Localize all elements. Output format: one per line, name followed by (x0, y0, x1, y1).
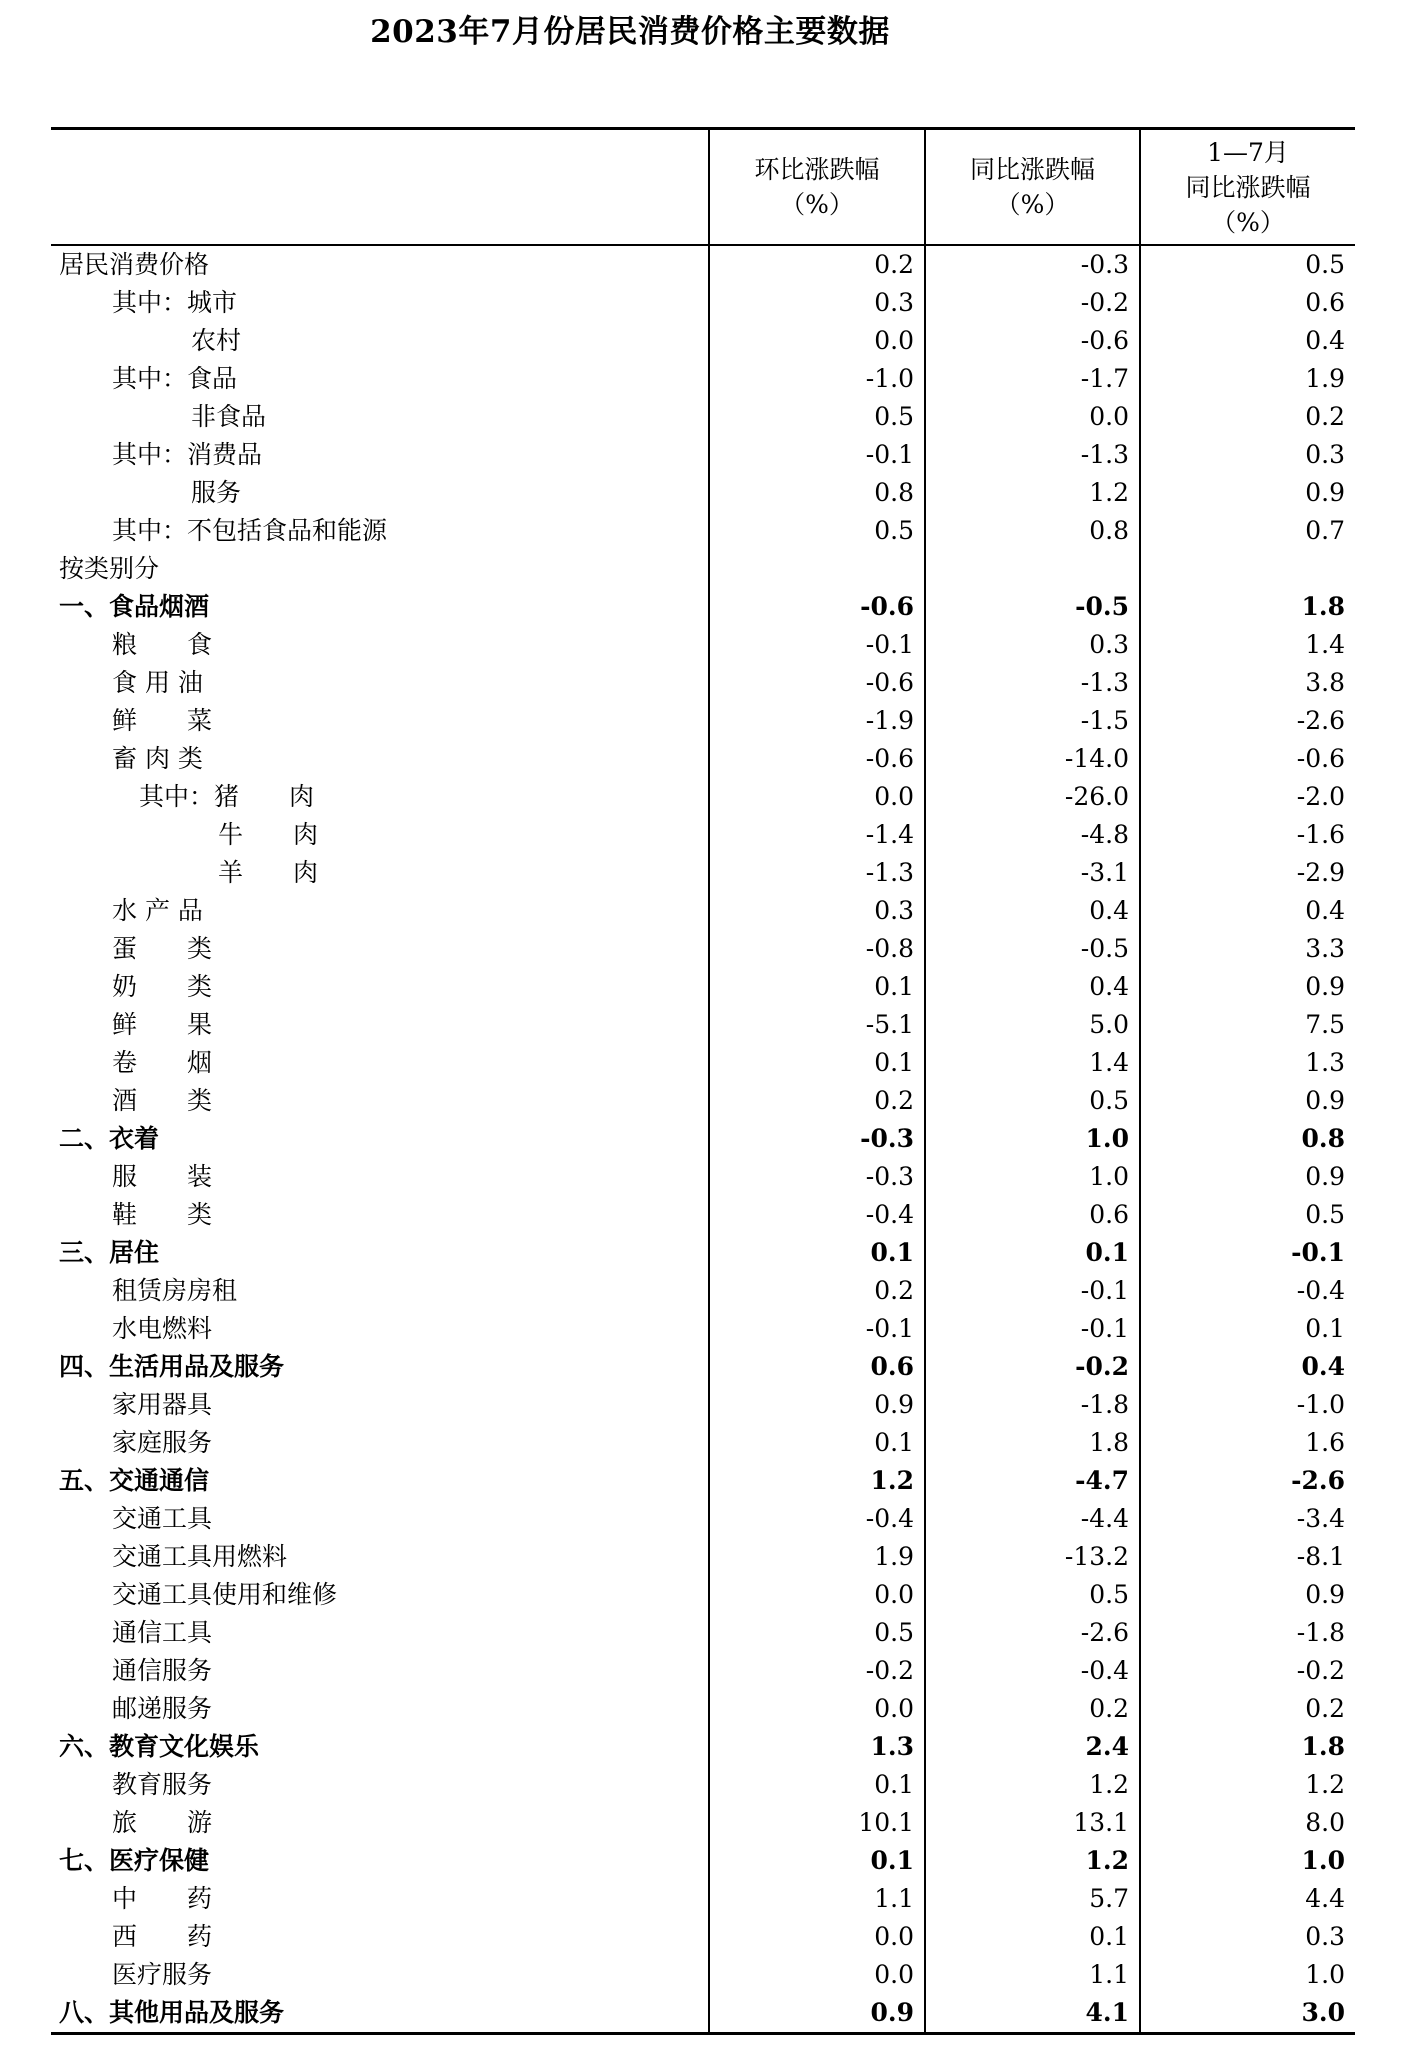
mom-change-value: -1.9 (709, 702, 925, 740)
ytd-yoy-change-value: 1.0 (1140, 1956, 1355, 1994)
mom-change-value: 0.1 (709, 1766, 925, 1804)
row-label (51, 854, 709, 892)
row-label-text: 酒 类 (112, 1086, 213, 1115)
row-label-text: 八、其他用品及服务 (59, 1998, 285, 2027)
mom-change-value: -0.2 (709, 1652, 925, 1690)
ytd-yoy-change-value: 0.4 (1140, 322, 1355, 360)
mom-change-value (709, 550, 925, 588)
ytd-yoy-change-value: -8.1 (1140, 1538, 1355, 1576)
row-label (51, 626, 709, 664)
table-row (51, 778, 1355, 816)
header-line: （%） (780, 190, 854, 219)
mom-change-value: 0.2 (709, 1272, 925, 1310)
row-label (51, 1006, 709, 1044)
mom-change-value: -0.3 (709, 1158, 925, 1196)
row-label-text: 服 装 (112, 1162, 213, 1191)
ytd-yoy-change-value: 0.9 (1140, 968, 1355, 1006)
row-label (51, 398, 709, 436)
row-label (51, 702, 709, 740)
row-label-text: 非食品 (191, 402, 267, 431)
mom-change-value: 0.8 (709, 474, 925, 512)
ytd-yoy-change-value: -1.6 (1140, 816, 1355, 854)
table-row (51, 1196, 1355, 1234)
yoy-change-value: 4.1 (925, 1994, 1140, 2034)
row-label-text: 家庭服务 (112, 1428, 213, 1457)
row-label (51, 1652, 709, 1690)
mom-change-value: 0.9 (709, 1994, 925, 2034)
yoy-change-value: -1.3 (925, 436, 1140, 474)
row-label (51, 1462, 709, 1500)
table-row (51, 360, 1355, 398)
ytd-yoy-change-value: 1.6 (1140, 1424, 1355, 1462)
ytd-yoy-change-value: -0.6 (1140, 740, 1355, 778)
yoy-change-value: -0.5 (925, 588, 1140, 626)
mom-change-value: -1.4 (709, 816, 925, 854)
yoy-change-value: 1.2 (925, 1842, 1140, 1880)
row-label (51, 474, 709, 512)
row-label-text: 其中：食品 (112, 364, 238, 393)
row-label (51, 1386, 709, 1424)
row-label-text: 鲜 菜 (112, 706, 213, 735)
row-label-text: 旅 游 (112, 1808, 213, 1837)
yoy-change-value: 5.0 (925, 1006, 1140, 1044)
table-row (51, 1766, 1355, 1804)
mom-change-value: -0.6 (709, 664, 925, 702)
row-label (51, 816, 709, 854)
mom-change-value: -0.4 (709, 1196, 925, 1234)
mom-change-value: 0.3 (709, 284, 925, 322)
row-label-text: 通信服务 (112, 1656, 213, 1685)
mom-change-value: 0.1 (709, 1842, 925, 1880)
table-row (51, 816, 1355, 854)
yoy-change-value: 1.8 (925, 1424, 1140, 1462)
table-row (51, 854, 1355, 892)
yoy-change-value: -2.6 (925, 1614, 1140, 1652)
yoy-change-value: -14.0 (925, 740, 1140, 778)
row-label (51, 892, 709, 930)
header-line: （%） (1211, 207, 1285, 237)
ytd-yoy-change-value: 0.5 (1140, 245, 1355, 284)
table-row (51, 626, 1355, 664)
yoy-change-value: 5.7 (925, 1880, 1140, 1918)
row-label (51, 664, 709, 702)
mom-change-value: 0.1 (709, 1044, 925, 1082)
row-label-text: 鞋 类 (112, 1200, 213, 1229)
row-label (51, 1728, 709, 1766)
yoy-change-value: -3.1 (925, 854, 1140, 892)
mom-change-value: 0.2 (709, 1082, 925, 1120)
ytd-yoy-change-value: 3.0 (1140, 1994, 1355, 2034)
row-label-text: 邮递服务 (112, 1694, 213, 1723)
row-label (51, 930, 709, 968)
row-label (51, 550, 709, 588)
row-label (51, 1614, 709, 1652)
yoy-change-value: 0.5 (925, 1576, 1140, 1614)
row-label (51, 1120, 709, 1158)
ytd-yoy-change-value: 0.5 (1140, 1196, 1355, 1234)
yoy-change-value: 0.4 (925, 968, 1140, 1006)
ytd-yoy-change-value: 1.4 (1140, 626, 1355, 664)
row-label (51, 1538, 709, 1576)
row-label-text: 其中：消费品 (112, 440, 263, 469)
row-label-text: 三、居住 (59, 1238, 160, 1267)
ytd-yoy-change-value: 0.2 (1140, 1690, 1355, 1728)
row-label (51, 245, 709, 284)
yoy-change-value: -0.1 (925, 1272, 1140, 1310)
ytd-yoy-change-value: 1.8 (1140, 1728, 1355, 1766)
row-label-text: 二、衣着 (59, 1124, 160, 1153)
row-label-text: 服务 (191, 478, 242, 507)
mom-change-value: 0.2 (709, 245, 925, 284)
ytd-yoy-change-value: 4.4 (1140, 1880, 1355, 1918)
mom-change-value: -0.6 (709, 588, 925, 626)
table-row (51, 1386, 1355, 1424)
ytd-yoy-change-value: 1.0 (1140, 1842, 1355, 1880)
yoy-change-value: -0.4 (925, 1652, 1140, 1690)
mom-change-value: 0.0 (709, 1576, 925, 1614)
table-body (51, 245, 1355, 2034)
ytd-yoy-change-value: -2.0 (1140, 778, 1355, 816)
ytd-yoy-change-value (1140, 550, 1355, 588)
row-label (51, 1500, 709, 1538)
table-row (51, 1006, 1355, 1044)
yoy-change-value: -1.7 (925, 360, 1140, 398)
table-row (51, 892, 1355, 930)
mom-change-value: -0.6 (709, 740, 925, 778)
ytd-yoy-change-value: 0.9 (1140, 474, 1355, 512)
row-label-text: 医疗服务 (112, 1960, 213, 1989)
row-label (51, 1044, 709, 1082)
yoy-change-value: -0.2 (925, 284, 1140, 322)
ytd-yoy-change-value: -2.6 (1140, 702, 1355, 740)
mom-change-value: 0.6 (709, 1348, 925, 1386)
row-label-text: 农村 (191, 326, 242, 355)
yoy-change-value: 0.3 (925, 626, 1140, 664)
mom-change-value: -0.8 (709, 930, 925, 968)
row-label (51, 360, 709, 398)
yoy-change-value: -1.8 (925, 1386, 1140, 1424)
yoy-change-value: 0.2 (925, 1690, 1140, 1728)
table-row (51, 1044, 1355, 1082)
ytd-yoy-change-value: -0.1 (1140, 1234, 1355, 1272)
row-label (51, 1082, 709, 1120)
row-label (51, 1196, 709, 1234)
mom-change-value: 10.1 (709, 1804, 925, 1842)
cpi-table (51, 127, 1355, 2035)
mom-change-value: 1.9 (709, 1538, 925, 1576)
mom-change-value: 1.2 (709, 1462, 925, 1500)
row-label-text: 卷 烟 (112, 1048, 213, 1077)
row-label-text: 蛋 类 (112, 934, 213, 963)
table-row (51, 1462, 1355, 1500)
page-title: 2023年7月份居民消费价格主要数据 (370, 14, 890, 50)
row-label-text: 其中：猪 肉 (139, 782, 315, 811)
row-label (51, 1348, 709, 1386)
table-row (51, 930, 1355, 968)
table-row (51, 1918, 1355, 1956)
row-label-text: 西 药 (112, 1922, 213, 1951)
table-row (51, 702, 1355, 740)
row-label (51, 322, 709, 360)
row-label (51, 1424, 709, 1462)
yoy-change-value: -1.3 (925, 664, 1140, 702)
ytd-yoy-change-value: 0.4 (1140, 1348, 1355, 1386)
row-label (51, 1690, 709, 1728)
table-row (51, 1652, 1355, 1690)
yoy-change-value: -4.7 (925, 1462, 1140, 1500)
table-row (51, 1880, 1355, 1918)
mom-change-value: 0.0 (709, 322, 925, 360)
row-label (51, 1994, 709, 2034)
row-label (51, 1918, 709, 1956)
ytd-yoy-change-value: 3.3 (1140, 930, 1355, 968)
table-row (51, 1348, 1355, 1386)
row-label (51, 1842, 709, 1880)
row-label-text: 租赁房房租 (112, 1276, 238, 1305)
yoy-change-value: -0.5 (925, 930, 1140, 968)
yoy-change-value: 13.1 (925, 1804, 1140, 1842)
mom-change-value: 0.0 (709, 1956, 925, 1994)
row-label-text: 畜 肉 类 (112, 744, 203, 773)
ytd-yoy-change-value: 0.8 (1140, 1120, 1355, 1158)
yoy-change-value: 1.2 (925, 474, 1140, 512)
header-ytd-yoy-change (1140, 129, 1355, 246)
table-row (51, 550, 1355, 588)
row-label-text: 家用器具 (112, 1390, 213, 1419)
yoy-change-value: 2.4 (925, 1728, 1140, 1766)
yoy-change-value: 1.2 (925, 1766, 1140, 1804)
table-row (51, 588, 1355, 626)
mom-change-value: -1.0 (709, 360, 925, 398)
row-label-text: 水电燃料 (112, 1314, 213, 1343)
header-line: 1—7月 (1207, 137, 1289, 167)
row-label-text: 奶 类 (112, 972, 213, 1001)
ytd-yoy-change-value: 0.3 (1140, 1918, 1355, 1956)
row-label (51, 284, 709, 322)
row-label (51, 512, 709, 550)
yoy-change-value (925, 550, 1140, 588)
row-label-text: 按类别分 (59, 554, 160, 583)
table-row (51, 1804, 1355, 1842)
table-row (51, 664, 1355, 702)
table-row (51, 322, 1355, 360)
row-label (51, 436, 709, 474)
table-row (51, 1576, 1355, 1614)
yoy-change-value: 1.4 (925, 1044, 1140, 1082)
row-label (51, 1310, 709, 1348)
yoy-change-value: 1.1 (925, 1956, 1140, 1994)
mom-change-value: 0.0 (709, 1918, 925, 1956)
row-label-text: 交通工具用燃料 (112, 1542, 288, 1571)
mom-change-value: 0.9 (709, 1386, 925, 1424)
yoy-change-value: 0.4 (925, 892, 1140, 930)
yoy-change-value: 0.0 (925, 398, 1140, 436)
table-row (51, 398, 1355, 436)
table-row (51, 1538, 1355, 1576)
row-label (51, 1766, 709, 1804)
yoy-change-value: -0.3 (925, 245, 1140, 284)
table-row (51, 245, 1355, 284)
mom-change-value: 0.0 (709, 778, 925, 816)
mom-change-value: -0.3 (709, 1120, 925, 1158)
header-yoy-change (925, 129, 1140, 246)
table-header-row (51, 129, 1355, 246)
ytd-yoy-change-value: 0.3 (1140, 436, 1355, 474)
mom-change-value: -5.1 (709, 1006, 925, 1044)
row-label-text: 其中：城市 (112, 288, 238, 317)
table-row (51, 1690, 1355, 1728)
ytd-yoy-change-value: 3.8 (1140, 664, 1355, 702)
ytd-yoy-change-value: 0.1 (1140, 1310, 1355, 1348)
row-label (51, 740, 709, 778)
row-label-text: 牛 肉 (218, 820, 319, 849)
yoy-change-value: 0.1 (925, 1234, 1140, 1272)
row-label-text: 一、食品烟酒 (59, 592, 210, 621)
row-label (51, 1272, 709, 1310)
mom-change-value: 1.3 (709, 1728, 925, 1766)
row-label-text: 通信工具 (112, 1618, 213, 1647)
ytd-yoy-change-value: 7.5 (1140, 1006, 1355, 1044)
ytd-yoy-change-value: 0.9 (1140, 1576, 1355, 1614)
mom-change-value: -0.1 (709, 626, 925, 664)
ytd-yoy-change-value: 0.2 (1140, 398, 1355, 436)
table-row (51, 740, 1355, 778)
yoy-change-value: -13.2 (925, 1538, 1140, 1576)
ytd-yoy-change-value: 0.6 (1140, 284, 1355, 322)
table-row (51, 474, 1355, 512)
table-row (51, 1082, 1355, 1120)
row-label-text: 食 用 油 (112, 668, 203, 697)
ytd-yoy-change-value: 0.9 (1140, 1158, 1355, 1196)
row-label (51, 1804, 709, 1842)
ytd-yoy-change-value: 1.3 (1140, 1044, 1355, 1082)
row-label-text: 七、医疗保健 (59, 1846, 210, 1875)
ytd-yoy-change-value: 1.9 (1140, 360, 1355, 398)
ytd-yoy-change-value: 0.4 (1140, 892, 1355, 930)
row-label-text: 鲜 果 (112, 1010, 213, 1039)
row-label-text: 教育服务 (112, 1770, 213, 1799)
row-label (51, 1956, 709, 1994)
ytd-yoy-change-value: 0.7 (1140, 512, 1355, 550)
row-label (51, 778, 709, 816)
header-mom-change (709, 129, 925, 246)
table-row (51, 1424, 1355, 1462)
mom-change-value: 0.5 (709, 1614, 925, 1652)
yoy-change-value: -1.5 (925, 702, 1140, 740)
row-label-text: 羊 肉 (218, 858, 319, 887)
table-row (51, 1956, 1355, 1994)
mom-change-value: -0.1 (709, 1310, 925, 1348)
yoy-change-value: 0.6 (925, 1196, 1140, 1234)
table-row (51, 968, 1355, 1006)
yoy-change-value: 0.1 (925, 1918, 1140, 1956)
yoy-change-value: -26.0 (925, 778, 1140, 816)
header-line: （%） (995, 190, 1070, 219)
header-blank-cell (51, 129, 709, 246)
mom-change-value: -0.1 (709, 436, 925, 474)
ytd-yoy-change-value: -2.9 (1140, 854, 1355, 892)
ytd-yoy-change-value: -0.4 (1140, 1272, 1355, 1310)
mom-change-value: 0.5 (709, 512, 925, 550)
table-row (51, 1272, 1355, 1310)
yoy-change-value: -4.4 (925, 1500, 1140, 1538)
mom-change-value: 1.1 (709, 1880, 925, 1918)
row-label-text: 四、生活用品及服务 (59, 1352, 285, 1381)
row-label-text: 居民消费价格 (59, 250, 210, 279)
yoy-change-value: -4.8 (925, 816, 1140, 854)
yoy-change-value: -0.2 (925, 1348, 1140, 1386)
yoy-change-value: -0.1 (925, 1310, 1140, 1348)
mom-change-value: 0.1 (709, 1234, 925, 1272)
row-label-text: 其中：不包括食品和能源 (112, 516, 388, 545)
table-row (51, 1120, 1355, 1158)
row-label-text: 交通工具 (112, 1504, 213, 1533)
yoy-change-value: 1.0 (925, 1158, 1140, 1196)
mom-change-value: -1.3 (709, 854, 925, 892)
row-label (51, 1576, 709, 1614)
row-label (51, 1158, 709, 1196)
mom-change-value: 0.1 (709, 968, 925, 1006)
ytd-yoy-change-value: -1.0 (1140, 1386, 1355, 1424)
table-row (51, 1614, 1355, 1652)
table-row (51, 1842, 1355, 1880)
header-line: 同比涨跌幅 (1185, 172, 1311, 202)
yoy-change-value: -0.6 (925, 322, 1140, 360)
mom-change-value: 0.3 (709, 892, 925, 930)
table-row (51, 284, 1355, 322)
table-row (51, 436, 1355, 474)
mom-change-value: 0.5 (709, 398, 925, 436)
mom-change-value: 0.0 (709, 1690, 925, 1728)
header-line: 环比涨跌幅 (754, 155, 880, 184)
ytd-yoy-change-value: 1.8 (1140, 588, 1355, 626)
row-label-text: 水 产 品 (112, 896, 203, 925)
table-row (51, 1500, 1355, 1538)
row-label (51, 968, 709, 1006)
row-label-text: 五、交通通信 (59, 1466, 210, 1495)
table-row (51, 1994, 1355, 2034)
ytd-yoy-change-value: 8.0 (1140, 1804, 1355, 1842)
row-label (51, 1880, 709, 1918)
table-row (51, 1310, 1355, 1348)
header-line: 同比涨跌幅 (969, 155, 1095, 184)
mom-change-value: 0.1 (709, 1424, 925, 1462)
ytd-yoy-change-value: -3.4 (1140, 1500, 1355, 1538)
ytd-yoy-change-value: -1.8 (1140, 1614, 1355, 1652)
row-label-text: 粮 食 (112, 630, 213, 659)
row-label-text: 交通工具使用和维修 (112, 1580, 338, 1609)
ytd-yoy-change-value: 1.2 (1140, 1766, 1355, 1804)
mom-change-value: -0.4 (709, 1500, 925, 1538)
table-row (51, 1728, 1355, 1766)
ytd-yoy-change-value: 0.9 (1140, 1082, 1355, 1120)
yoy-change-value: 0.8 (925, 512, 1140, 550)
ytd-yoy-change-value: -0.2 (1140, 1652, 1355, 1690)
yoy-change-value: 0.5 (925, 1082, 1140, 1120)
table-row (51, 1158, 1355, 1196)
row-label-text: 中 药 (112, 1884, 213, 1913)
table-row (51, 512, 1355, 550)
table-row (51, 1234, 1355, 1272)
row-label-text: 六、教育文化娱乐 (59, 1732, 260, 1761)
yoy-change-value: 1.0 (925, 1120, 1140, 1158)
row-label (51, 1234, 709, 1272)
ytd-yoy-change-value: -2.6 (1140, 1462, 1355, 1500)
row-label (51, 588, 709, 626)
